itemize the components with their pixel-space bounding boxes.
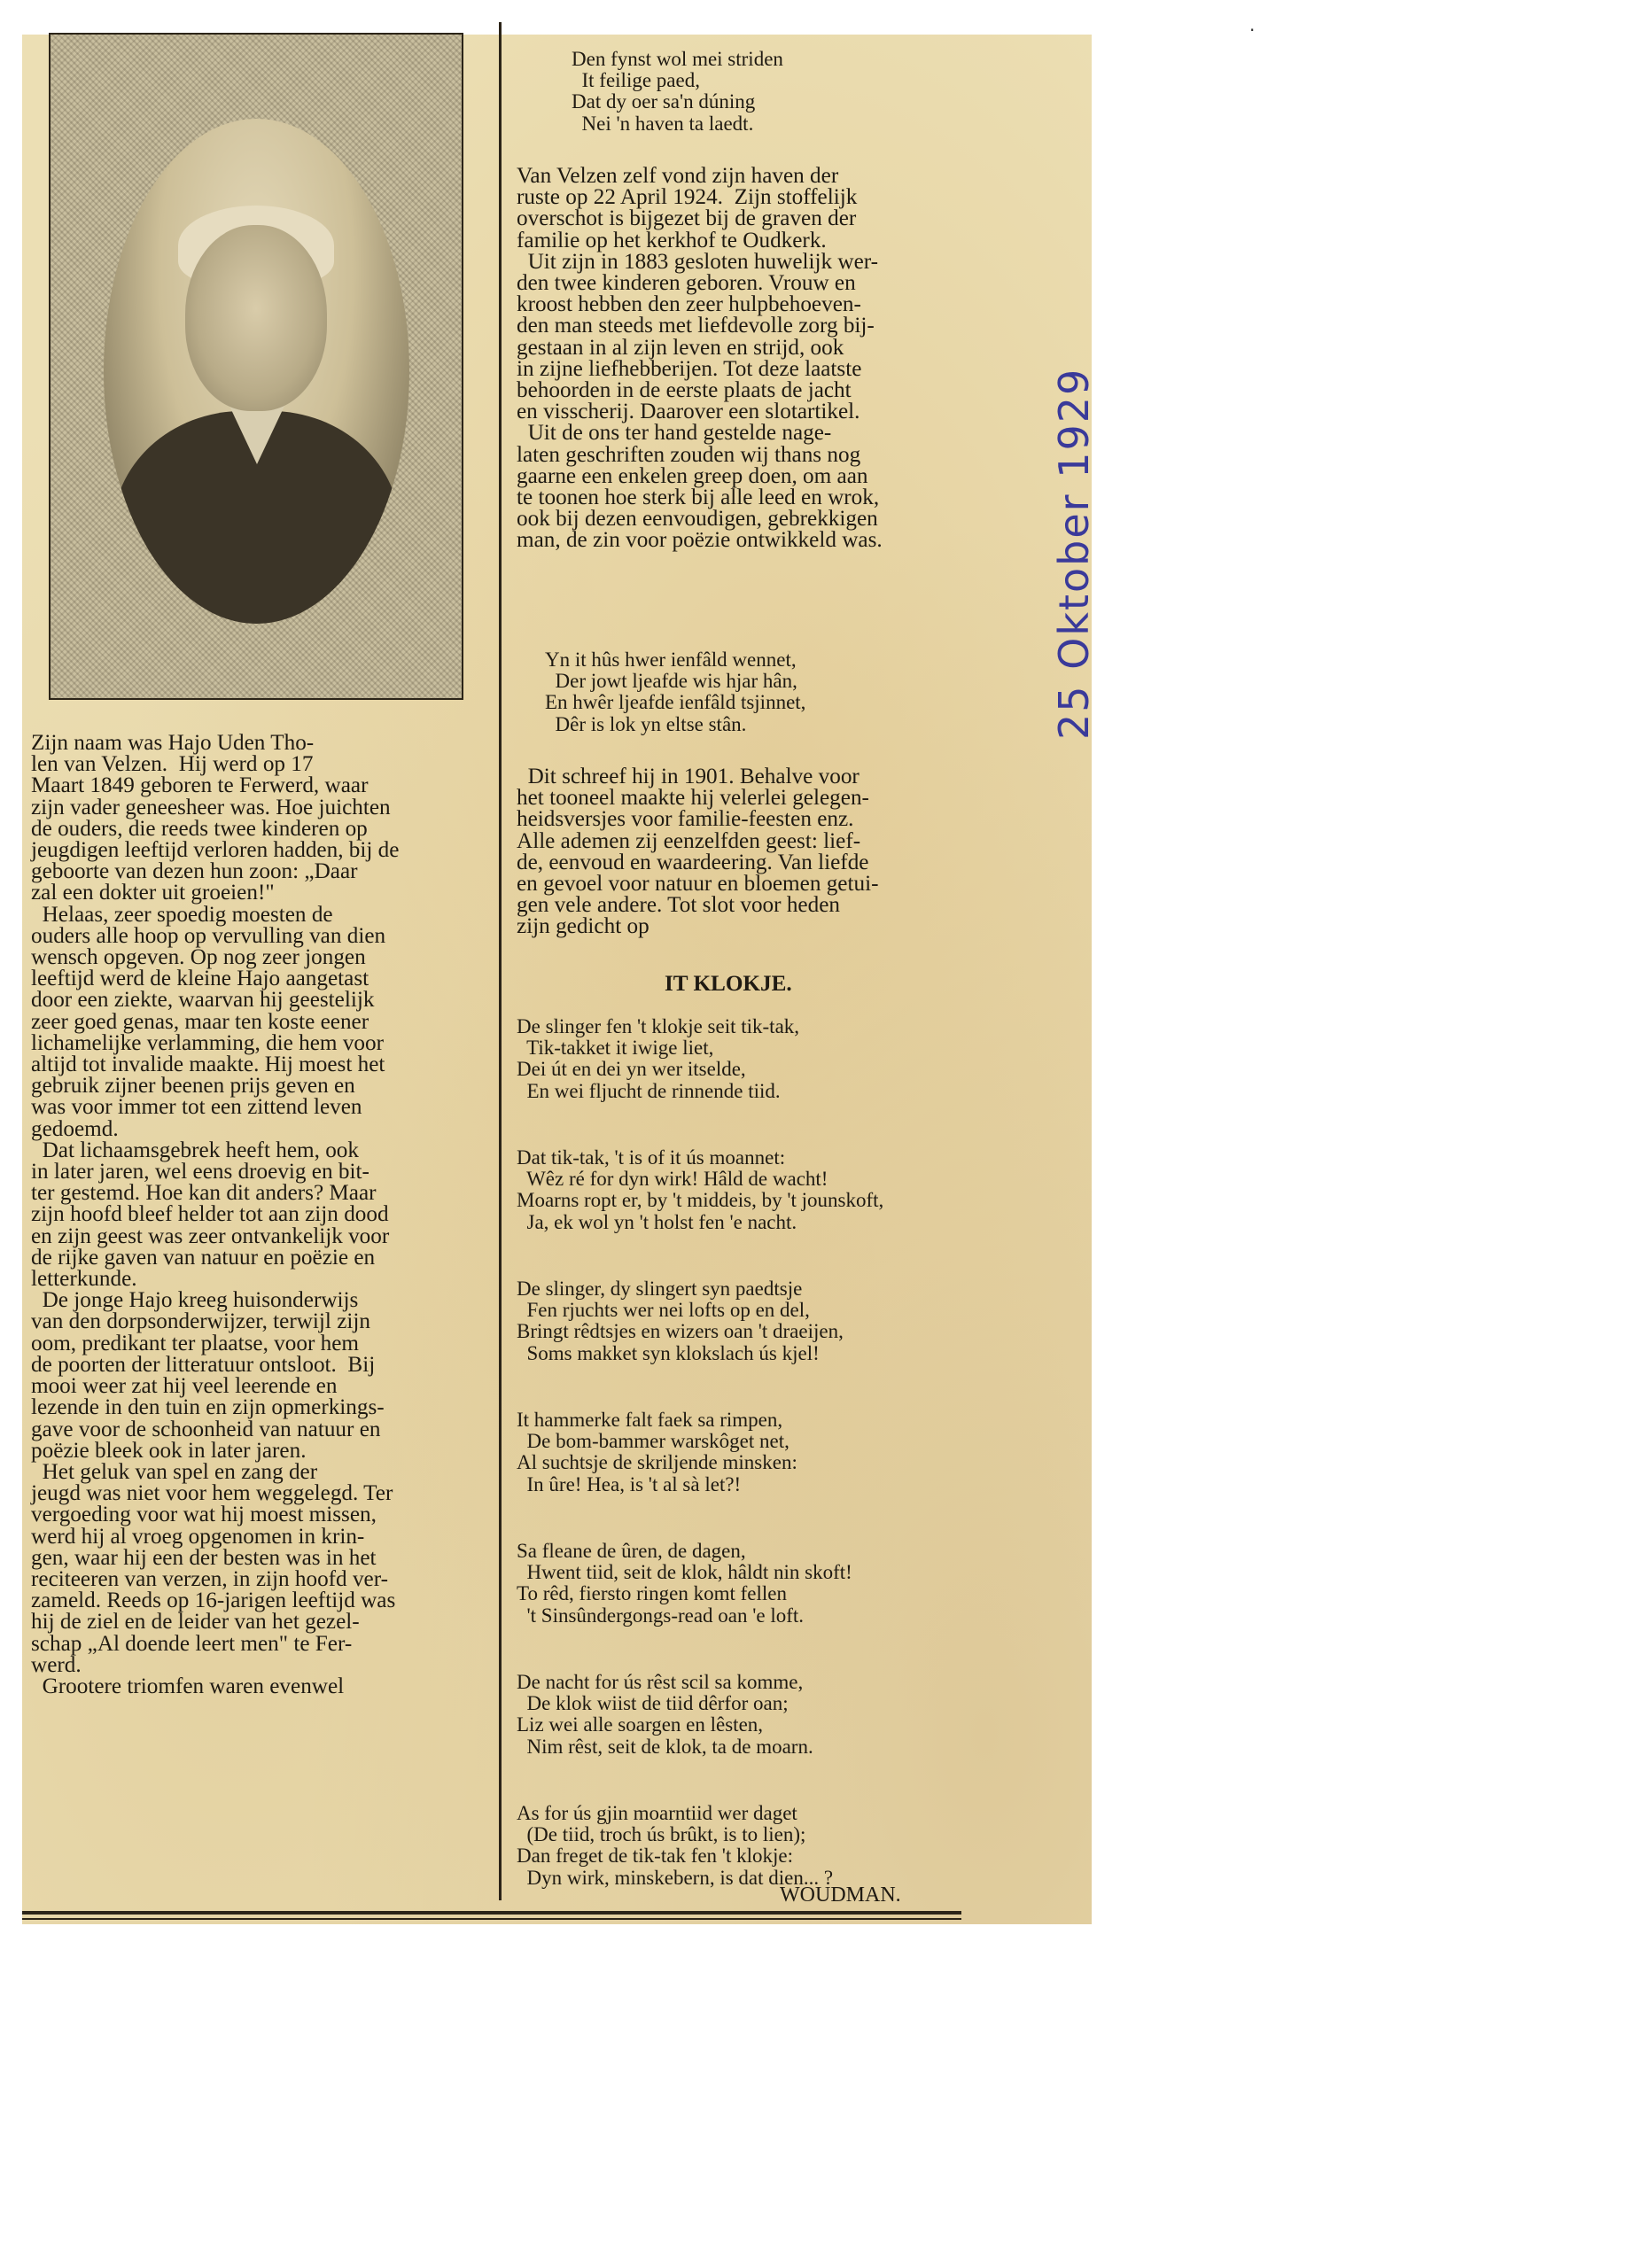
poem-stanza-6: De nacht for ús rêst scil sa komme, De klok wiist de tiid dêrfor oan; Liz wei alle soargen en lêsten, Nim rêst, seit de klok, ta de moarn. [517, 1671, 813, 1758]
poem-stanza-1: De slinger fen 't klokje seit tik-tak, Tik-takket it iwige liet, Dei út en dei yn wer itselde, En wei fljucht de rinnende tiid. [517, 1015, 800, 1102]
poem-stanza-5: Sa fleane de ûren, de dagen, Hwent tiid, seit de klok, hâldt nin skoft! To rêd, fiersto ringen komt fellen 't Sinsûndergongs-read oan 'e loft. [517, 1540, 852, 1627]
poem-stanza-2: Dat tik-tak, 't is of it ús moannet: Wêz ré for dyn wirk! Hâld de wacht! Moarns ropt er, by 't middeis, by 't jounskoft, Ja, ek wol yn 't holst fen 'e nacht. [517, 1146, 884, 1233]
newspaper-clipping [22, 22, 1098, 1924]
poem-middle: Yn it hûs hwer ienfâld wennet, Der jowt ljeafde wis hjar hân, En hwêr ljeafde ienfâld tsjinnet, Dêr is lok yn eltse stân. [545, 649, 806, 735]
poem-stanza-3: De slinger, dy slingert syn paedtsje Fen rjuchts wer nei lofts op en del, Bringt rêdtsjes en wizers oan 't draeijen, Soms makket syn klokslach ús kjel! [517, 1278, 844, 1364]
stray-mark: · [1249, 19, 1256, 41]
poem-stanza-7: As for ús gjin moarntiid wer daget (De tiid, troch ús brûkt, is to lien); Dan freget de tik-tak fen 't klokje: Dyn wirk, minskebern, is dat dien... ? [517, 1802, 834, 1889]
portrait-oval [104, 119, 409, 624]
handwritten-date-annotation: 25 Oktober 1929 [1050, 367, 1098, 740]
bottom-rule-2 [22, 1918, 961, 1920]
portrait-photo [49, 33, 463, 700]
bottom-rule-1 [22, 1911, 961, 1915]
portrait-face [185, 225, 327, 411]
poem-title: IT KLOKJE. [665, 972, 792, 996]
author-signature: WOUDMAN. [780, 1884, 901, 1907]
article-text-right-2: Dit schreef hij in 1901. Behalve voor het tooneel maakte hij velerlei gelegen- heidsversjes voor familie-feesten enz. Alle ademen zij eenzelfden geest: lief- de, eenvoud en waardeering. Van liefde en gevoel voor natuur en bloemen getui- gen vele andere. Tot slot voor heden zijn gedicht op [517, 765, 879, 939]
article-text-right-1: Van Velzen zelf vond zijn haven der ruste op 22 April 1924. Zijn stoffelijk overschot is bijgezet bij de graven der familie op het kerkhof te Oudkerk. Uit zijn in 1883 gesloten huwelijk wer- den twee kinderen geboren. Vrouw en kroost hebben den zeer hulpbehoeven- den man steeds met liefdevolle zorg bij- gestaan in al zijn leven en strijd, ook in zijne liefhebberijen. Tot deze laatste behoorden in de eerste plaats de jacht en visscherij. Daarover een slotartikel. Uit de ons ter hand gestelde nage- laten geschriften zouden wij thans nog gaarne een enkelen greep doen, om aan te toonen hoe sterk bij alle leed en wrok, ook bij dezen eenvoudigen, gebrekkigen man, de zin voor poëzie ontwikkeld was. [517, 164, 883, 553]
article-text-left: Zijn naam was Hajo Uden Tho- len van Velzen. Hij werd op 17 Maart 1849 geboren te Ferwerd, waar zijn vader geneesheer was. Hoe juichten de ouders, die reeds twee kinderen op jeugdigen leeftijd verloren hadden, bij de geboorte van dezen hun zoon: „Daar zal een dokter uit groeien!" Helaas, zeer spoedig moesten de ouders alle hoop op vervulling van dien wensch opgeven. Op nog zeer jongen leeftijd werd de kleine Hajo aangetast door een ziekte, waarvan hij geestelijk zeer goed genas, maar ten koste eener lichamelijke verlamming, die hem voor altijd tot invalide maakte. Hij moest het gebruik zijner beenen prijs geven en was voor immer tot een zittend leven gedoemd. Dat lichaamsgebrek heeft hem, ook in later jaren, wel eens droevig en bit- ter gestemd. Hoe kan dit anders? Maar zijn hoofd bleef helder tot aan zijn dood en zijn geest was zeer ontvankelijk voor de rijke gaven van natuur en poëzie en letterkunde. De jonge Hajo kreeg huisonderwijs van den dorpsonderwijzer, terwijl zijn oom, predikant ter plaatse, voor hem de poorten der litteratuur ontsloot. Bij mooi weer zat hij veel leerende en lezende in den tuin en zijn opmerkings- gave voor de schoonheid van natuur en poëzie bleek ook in later jaren. Het geluk van spel en zang der jeugd was niet voor hem weggelegd. Ter vergoeding voor wat hij moest missen, werd hij al vroeg opgenomen in krin- gen, waar hij een der besten was in het reciteeren van verzen, in zijn hoofd ver- zameld. Reeds op 16-jarigen leeftijd was hij de ziel en de leider van het gezel- schap „Al doende leert men" te Fer- werd. Grootere triomfen waren evenwel [31, 731, 400, 1698]
poem-stanza-4: It hammerke falt faek sa rimpen, De bom-bammer warskôget net, Al suchtsje de skriljende minsken: In ûre! Hea, is 't al sà let?! [517, 1409, 797, 1495]
column-divider [499, 22, 502, 1900]
poem-top: Den fynst wol mei striden It feilige paed, Dat dy oer sa'n dúning Nei 'n haven ta laedt. [572, 48, 783, 135]
